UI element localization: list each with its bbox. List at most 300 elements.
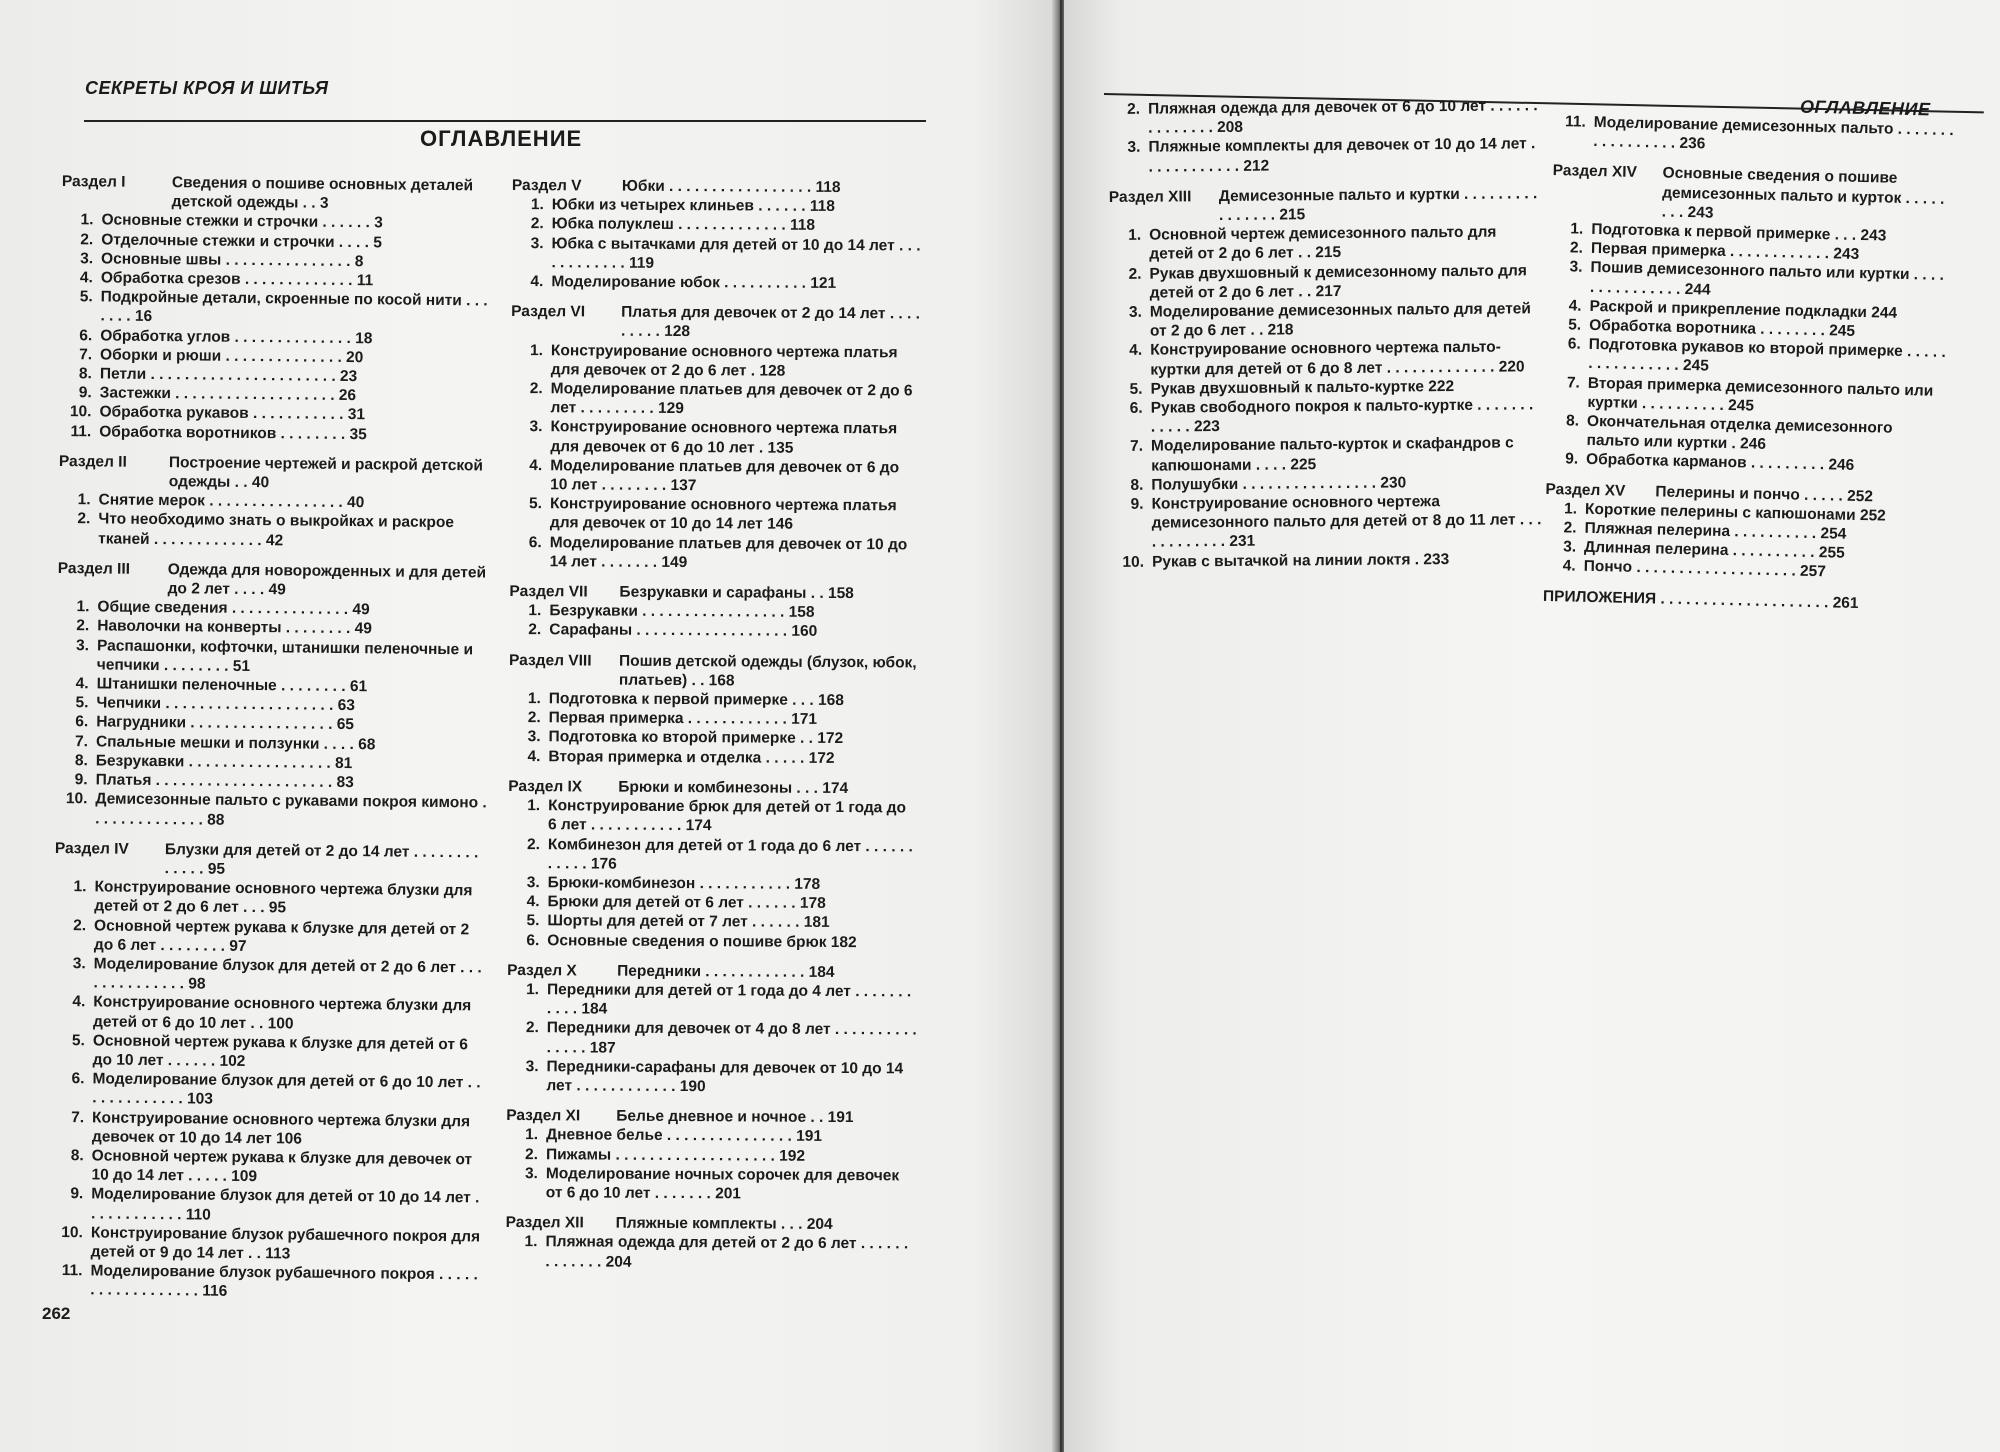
toc-entry <box>508 892 918 914</box>
section-head-body <box>619 583 919 604</box>
entry-title: Штанишки пеленочные . . . . . . . . 61 <box>96 675 368 696</box>
toc-entry <box>53 1031 485 1074</box>
entry-number: 3. <box>529 418 543 436</box>
entry-title: Пляжная одежда для девочек от 6 до 10 лет . . . . . . . . . . . . . . 208 <box>1148 97 1538 137</box>
entry-title: Пляжные комплекты для девочек от 10 до 14 лет . . . . . . . . . . . . 212 <box>1148 135 1536 176</box>
entry-title: Вторая примерка демисезонного пальто или куртки . . . . . . . . . . 245 <box>1587 374 1934 415</box>
toc-section-wrap <box>510 302 922 573</box>
entry-number: 4. <box>530 273 544 291</box>
toc-entry <box>506 1145 916 1167</box>
entry-title: Что необходимо знать о выкройках и раскрое тканей . . . . . . . . . . . . . 42 <box>98 510 455 549</box>
toc-entry <box>507 931 917 953</box>
toc-entry <box>506 1164 916 1205</box>
section-label: Раздел XI <box>506 1107 581 1125</box>
entry-title: Снятие мерок . . . . . . . . . . . . . . . . 40 <box>98 491 365 512</box>
entry-title: Безрукавки . . . . . . . . . . . . . . . . . 158 <box>549 602 815 622</box>
entry-title: Моделирование юбок . . . . . . . . . . 121 <box>551 273 837 292</box>
section-label: Раздел XIV <box>1552 162 1638 182</box>
toc-section-wrap <box>58 452 491 553</box>
entry-number: 4. <box>1568 297 1582 315</box>
toc-entry <box>57 636 489 679</box>
entry-number: 9. <box>1564 450 1579 469</box>
entry-number: 4. <box>79 269 93 287</box>
section-label: Раздел VII <box>509 583 588 601</box>
entry-title: Основной чертеж демисезонного пальто для детей от 2 до 6 лет . . 215 <box>1149 223 1497 264</box>
section-title: Юбки . . . . . . . . . . . . . . . . . 118 <box>621 177 841 197</box>
section-label: Раздел XIII <box>1108 188 1192 206</box>
entry-title: Юбки из четырех клиньев . . . . . . 118 <box>551 196 835 216</box>
entry-number: 4. <box>1129 342 1143 360</box>
section-title: Безрукавки и сарафаны . . 158 <box>619 583 854 603</box>
entry-number: 2. <box>525 1145 539 1163</box>
entry-number: 6. <box>71 1070 85 1088</box>
entry-number: 2. <box>73 916 87 934</box>
toc-entry <box>507 911 917 933</box>
entry-number: 6. <box>528 533 542 551</box>
toc-entry <box>1111 491 1541 552</box>
section-head-body <box>1219 184 1539 225</box>
section-label: Раздел I <box>61 172 126 191</box>
section-body <box>1108 96 1539 177</box>
entry-number: 3. <box>76 636 90 654</box>
entry-number: 2. <box>526 835 540 853</box>
entry-number: 6. <box>1567 335 1581 353</box>
entry-title: Брюки для детей от 6 лет . . . . . . 178 <box>547 893 826 913</box>
entry-number: 8. <box>70 1147 84 1165</box>
entry-title: Моделирование демисезонных пальто . . . . . . . . . . . . . . . . . 236 <box>1593 113 1954 153</box>
toc-entry <box>51 1223 483 1266</box>
toc-entry <box>59 422 491 446</box>
entry-title: Конструирование основного чертежа демисезонного пальто для детей от 8 до 11 лет . . . . . . . . . . . . 231 <box>1151 493 1542 552</box>
toc-entry <box>1111 434 1541 476</box>
entry-title: Конструирование брюк для детей от 1 года до 6 лет . . . . . . . . . . . 174 <box>547 797 906 835</box>
entry-title: Обработка карманов . . . . . . . . . 246 <box>1585 451 1855 475</box>
entry-number: 4. <box>1562 557 1576 576</box>
toc-section-head <box>62 172 494 215</box>
toc-entry <box>509 601 919 623</box>
section-label: Раздел XV <box>1545 480 1626 500</box>
entry-title: Конструирование основного чертежа платья для девочек от 10 до 14 лет 146 <box>549 495 897 534</box>
toc-entry <box>1110 299 1540 341</box>
toc-entry <box>60 287 492 330</box>
page-number: 262 <box>42 1304 71 1323</box>
entry-number: 10. <box>69 403 92 421</box>
entry-title: Демисезонные пальто с рукавами покроя кимоно . . . . . . . . . . . . . . 88 <box>95 790 487 829</box>
toc-entry <box>50 1261 482 1304</box>
entry-number: 2. <box>77 510 91 528</box>
entry-number: 3. <box>80 250 94 268</box>
section-title: Одежда для новорожденных и для детей до 2 лет . . . . 49 <box>167 560 487 599</box>
entry-title: Основные швы . . . . . . . . . . . . . . . 8 <box>101 250 364 270</box>
entry-number: 1. <box>73 878 87 896</box>
entry-title: Конструирование основного чертежа блузки для девочек от 10 до 14 лет 106 <box>91 1108 471 1148</box>
entry-title: Конструирование основного чертежа платья для девочек от 2 до 6 лет . 128 <box>550 341 898 380</box>
entry-number: 3. <box>1127 139 1141 157</box>
toc-entry <box>54 915 486 958</box>
entry-number: 2. <box>525 1019 539 1037</box>
entry-number: 1. <box>76 598 90 616</box>
entry-number: 1. <box>525 1126 539 1144</box>
entry-title: Моделирование платьев для девочек от 10 до 14 лет . . . . . . . 149 <box>549 533 908 571</box>
entry-title: Моделирование демисезонных пальто для детей от 2 до 6 лет . . 218 <box>1149 300 1531 340</box>
section-head-body <box>168 560 490 602</box>
toc-section-head <box>1109 184 1539 226</box>
section-title: Пляжные комплекты . . . 204 <box>615 1214 833 1234</box>
entry-title: Конструирование основного чертежа пальто-куртки для детей от 6 до 8 лет . . . . . . . . . . . . . 220 <box>1150 339 1525 379</box>
toc-entry <box>509 708 919 730</box>
entry-number: 3. <box>524 1164 538 1182</box>
toc-entry <box>58 509 490 552</box>
toc-section-wrap <box>50 839 487 1304</box>
entry-number: 1. <box>526 981 540 999</box>
entry-title: Нагрудники . . . . . . . . . . . . . . . . . 65 <box>96 713 355 734</box>
entry-number: 1. <box>528 602 542 620</box>
toc-section-head <box>1552 161 1953 228</box>
section-title: Демисезонные пальто и куртки . . . . . . . . . . . . . . . . 215 <box>1218 185 1538 225</box>
entry-number: 4. <box>72 993 86 1011</box>
entry-number: 1. <box>529 341 543 359</box>
toc-section-head <box>509 651 919 692</box>
entry-number: 5. <box>1568 316 1582 334</box>
entry-number: 1. <box>80 211 94 229</box>
entry-title: Рукав двухшовный к демисезонному пальто для детей от 2 до 6 лет . . 217 <box>1149 261 1527 302</box>
entry-number: 1. <box>1563 500 1578 518</box>
toc-section-wrap <box>506 1106 917 1205</box>
entry-number: 4. <box>75 675 89 693</box>
toc-section-wrap <box>511 176 922 294</box>
entry-title: Передники-сарафаны для девочек от 10 до 14 лет . . . . . . . . . . . . 190 <box>546 1057 904 1096</box>
entry-number: 5. <box>75 694 89 712</box>
entry-number: 7. <box>79 346 93 364</box>
entry-title: Платья . . . . . . . . . . . . . . . . . . . . . 83 <box>95 771 354 792</box>
entry-title: Пончо . . . . . . . . . . . . . . . . . . . 257 <box>1583 558 1827 581</box>
entry-title: Основной чертеж рукава к блузке для девочек от 10 до 14 лет . . . . . 109 <box>91 1147 473 1186</box>
toc-entry <box>1112 549 1542 572</box>
toc-section-wrap <box>1546 161 1953 477</box>
toc-section-wrap <box>505 1213 915 1273</box>
section-body <box>1553 112 1954 159</box>
toc-entry <box>510 417 920 458</box>
entry-title: Конструирование блузок рубашечного покроя для детей от 9 до 14 лет . . 113 <box>90 1224 481 1263</box>
toc-entry <box>51 1184 483 1227</box>
entry-number: 2. <box>527 709 541 727</box>
toc-entry <box>51 1146 483 1189</box>
entry-number: 7. <box>75 732 89 750</box>
toc-entry <box>508 873 918 895</box>
entry-title: Общие сведения . . . . . . . . . . . . . . 49 <box>97 598 370 619</box>
toc-section-head <box>508 777 918 799</box>
entry-number: 6. <box>75 713 89 731</box>
entry-number: 10. <box>65 790 88 808</box>
entry-number: 7. <box>71 1108 85 1126</box>
section-body <box>1543 587 1943 615</box>
entry-title: Моделирование ночных сорочек для девочек от 6 до 10 лет . . . . . . . 201 <box>545 1164 900 1203</box>
entry-number: 4. <box>526 893 540 911</box>
toc-section-head <box>509 582 919 604</box>
section-title: Белье дневное и ночное . . 191 <box>616 1107 854 1127</box>
section-label: Раздел XII <box>505 1214 584 1232</box>
entry-title: Пляжная пелерина . . . . . . . . . . 254 <box>1584 519 1847 543</box>
entry-title: Длинная пелерина . . . . . . . . . . 255 <box>1583 539 1845 562</box>
section-head-body <box>618 778 918 799</box>
entry-number: 2. <box>529 380 543 398</box>
entry-title: Раскрой и прикрепление подкладки 244 <box>1589 297 1898 322</box>
entry-number: 8. <box>74 752 88 770</box>
entry-title: Обработка углов . . . . . . . . . . . . . . 18 <box>100 327 373 347</box>
toc-column-right <box>1543 112 1954 615</box>
running-head: ОГЛАВЛЕНИЕ <box>1799 96 1931 120</box>
section-head-body <box>622 177 922 198</box>
toc-section-wrap <box>55 559 490 832</box>
entry-number: 3. <box>525 1057 539 1075</box>
entry-number: 2. <box>1127 100 1141 118</box>
entry-title: Дневное белье . . . . . . . . . . . . . . . 191 <box>546 1126 823 1146</box>
entry-number: 9. <box>1130 495 1144 513</box>
entry-title: Передники для детей от 1 года до 4 лет . . . . . . . . . . . 184 <box>546 981 912 1018</box>
toc-section <box>1543 587 1943 615</box>
entry-number: 8. <box>78 365 92 383</box>
entry-number: 3. <box>527 728 541 746</box>
entry-title: Юбка полуклеш . . . . . . . . . . . . . 118 <box>551 215 816 235</box>
header-rule <box>84 120 926 122</box>
toc-entry <box>53 992 485 1035</box>
entry-title: Рукав свободного покроя к пальто-куртке . . . . . . . . . . . . 223 <box>1150 396 1534 436</box>
toc-entry <box>512 214 922 236</box>
entry-title: Юбка с вытачками для детей от 10 до 14 лет . . . . . . . . . . . . 119 <box>551 234 921 272</box>
section-head-body <box>172 173 494 215</box>
toc-entry <box>1109 261 1539 303</box>
toc-entry <box>53 954 485 997</box>
entry-number: 2. <box>1569 239 1584 257</box>
section-head-body <box>616 1107 916 1128</box>
entry-number: 10. <box>61 1223 83 1242</box>
entry-number: 11. <box>61 1262 83 1280</box>
toc-entry <box>506 1125 916 1147</box>
entry-number: 1. <box>530 196 544 214</box>
entry-number: 2. <box>80 230 94 248</box>
entry-title: Основные сведения о пошиве брюк 182 <box>547 931 857 951</box>
entry-title: Оборки и рюши . . . . . . . . . . . . . . 20 <box>99 346 364 366</box>
section-head-body <box>616 1214 916 1235</box>
entry-number: 5. <box>529 495 543 513</box>
entry-number: 11. <box>1564 113 1586 131</box>
toc-entry <box>507 980 917 1021</box>
entry-title: Короткие пелерины с капюшонами 252 <box>1584 500 1886 525</box>
entry-number: 2. <box>1563 519 1577 537</box>
entry-title: Моделирование блузок для детей от 2 до 6 лет . . . . . . . . . . . . . . 98 <box>93 955 482 993</box>
entry-title: Обработка срезов . . . . . . . . . . . . . 11 <box>100 269 374 290</box>
entry-title: Моделирование пальто-курток и скафандров с капюшонами . . . . 225 <box>1150 434 1514 475</box>
entry-title: Пошив демисезонного пальто или куртки . . . . . . . . . . . . . . . 244 <box>1589 259 1945 299</box>
toc-column-left <box>50 172 494 1304</box>
section-head-body <box>169 453 491 495</box>
toc-entry <box>511 272 921 294</box>
toc-entry <box>507 1018 917 1059</box>
section-title: ПРИЛОЖЕНИЯ . . . . . . . . . . . . . . . . . . . . 261 <box>1542 587 1859 612</box>
entry-title: Пляжная одежда для детей от 2 до 6 лет . . . . . . . . . . . . . 204 <box>545 1233 909 1271</box>
toc-entry <box>512 195 922 217</box>
section-head-body <box>617 961 917 982</box>
entry-number: 11. <box>70 422 92 440</box>
entry-title: Конструирование основного чертежа блузки для детей от 2 до 6 лет . . . 95 <box>94 878 473 917</box>
entry-title: Распашонки, кофточки, штанишки пеленочные и чепчики . . . . . . . . 51 <box>96 637 474 675</box>
entry-title: Вторая примерка и отделка . . . . . 172 <box>548 747 835 767</box>
toc-entry <box>505 1232 915 1273</box>
entry-title: Моделирование платьев для девочек от 2 до 6 лет . . . . . . . . . 129 <box>550 380 913 418</box>
entry-number: 4. <box>529 456 543 475</box>
entry-number: 3. <box>1569 258 1583 277</box>
section-label: Раздел VI <box>511 303 586 321</box>
entry-number: 3. <box>1563 538 1577 556</box>
toc-section-head <box>507 961 917 983</box>
toc-entry <box>510 494 920 535</box>
entry-number: 3. <box>530 234 544 252</box>
toc-entry <box>506 1057 916 1098</box>
section-title: Пелерины и пончо . . . . . 252 <box>1655 483 1874 505</box>
toc-column-right <box>505 176 922 1273</box>
entry-title: Сарафаны . . . . . . . . . . . . . . . . . . 160 <box>549 621 818 641</box>
section-label: Раздел V <box>511 176 582 195</box>
entry-number: 5. <box>526 912 540 930</box>
toc-entry <box>52 1069 484 1112</box>
entry-number: 4. <box>527 747 541 765</box>
toc-section-head <box>511 302 921 343</box>
toc-column-left <box>1108 96 1542 572</box>
entry-title: Моделирование платьев для девочек от 6 до 10 лет . . . . . . . . 137 <box>550 457 900 495</box>
section-head-body <box>1662 164 1953 228</box>
section-label: Раздел III <box>57 559 131 578</box>
entry-title: Подкройные детали, скроенные по косой нити . . . . . . . 16 <box>100 288 488 326</box>
entry-title: Шорты для детей от 7 лет . . . . . . 181 <box>547 912 830 932</box>
toc-entry <box>1108 135 1538 177</box>
entry-number: 8. <box>1565 412 1580 430</box>
toc-section-wrap <box>506 961 917 1098</box>
section-title: Построение чертежей и раскрой детской одежды . . 40 <box>168 453 484 492</box>
entry-title: Подготовка рукавов ко второй примерке . . . . . . . . . . . . . . . . 245 <box>1588 336 1947 376</box>
section-title: Пошив детской одежды (блузок, юбок, платьев) . . 168 <box>618 652 917 690</box>
entry-title: Подготовка к первой примерке . . . 168 <box>548 690 844 710</box>
toc-section-wrap <box>59 172 494 445</box>
entry-number: 2. <box>530 215 544 233</box>
entry-title: Безрукавки . . . . . . . . . . . . . . . . . 81 <box>95 752 353 772</box>
entry-number: 2. <box>528 621 542 639</box>
entry-number: 1. <box>1570 220 1584 238</box>
entry-title: Обработка рукавов . . . . . . . . . . . 31 <box>99 403 366 424</box>
entry-number: 6. <box>79 326 93 344</box>
section-label: Раздел X <box>507 961 577 980</box>
toc-entry <box>509 689 919 711</box>
entry-title: Спальные мешки и ползунки . . . . 68 <box>95 733 376 754</box>
toc-entry <box>508 834 918 875</box>
entry-title: Комбинезон для детей от 1 года до 6 лет . . . . . . . . . . . 176 <box>547 835 913 873</box>
entry-title: Подготовка ко второй примерке . . 172 <box>548 728 844 748</box>
toc-entry <box>510 533 920 574</box>
toc-section-wrap <box>509 582 919 642</box>
toc-section-head <box>55 839 487 882</box>
entry-number: 7. <box>1566 374 1581 392</box>
toc-entry <box>52 1107 484 1150</box>
page-title: ОГЛАВЛЕНИЕ <box>420 126 583 151</box>
entry-number: 9. <box>74 771 88 789</box>
entry-title: Чепчики . . . . . . . . . . . . . . . . . . . . 63 <box>96 694 356 715</box>
section-title: Блузки для детей от 2 до 14 лет . . . . . . . . . . . . . 95 <box>164 840 479 878</box>
entry-title: Обработка воротника . . . . . . . . 245 <box>1588 316 1856 340</box>
entry-title: Конструирование основного чертежа платья для девочек от 6 до 10 лет . 135 <box>550 418 898 457</box>
entry-title: Брюки-комбинезон . . . . . . . . . . . 178 <box>547 874 821 893</box>
entry-number: 1. <box>1128 226 1142 245</box>
entry-title: Полушубки . . . . . . . . . . . . . . . . 230 <box>1151 474 1407 494</box>
running-head: СЕКРЕТЫ КРОЯ И ШИТЬЯ <box>85 78 329 98</box>
toc-entry <box>510 456 920 497</box>
toc-entry <box>509 620 919 642</box>
section-label: Раздел II <box>58 452 127 471</box>
entry-number: 3. <box>72 955 86 973</box>
toc-section-head <box>512 176 922 198</box>
entry-number: 2. <box>1128 265 1142 283</box>
entry-number: 5. <box>79 288 93 306</box>
entry-title: Наволочки на конверты . . . . . . . . 49 <box>97 617 373 638</box>
entry-number: 1. <box>77 491 91 509</box>
entry-number: 1. <box>527 797 541 815</box>
toc-entry <box>1111 395 1541 437</box>
entry-number: 10. <box>1122 553 1145 571</box>
entry-number: 7. <box>1130 438 1144 456</box>
entry-number: 3. <box>1128 303 1142 321</box>
toc-entry <box>509 727 919 749</box>
section-title: Брюки и комбинезоны . . . 174 <box>618 778 849 797</box>
section-head-body <box>621 303 921 343</box>
section-label: Раздел IV <box>54 839 129 858</box>
entry-number: 1. <box>527 690 541 708</box>
entry-title: Рукав двухшовный к пальто-куртке 222 <box>1150 377 1455 398</box>
entry-number: 2. <box>76 617 90 635</box>
toc-section-wrap <box>1109 184 1542 572</box>
entry-number: 8. <box>1130 476 1144 494</box>
toc-entry <box>511 341 921 382</box>
toc-entry <box>55 789 487 832</box>
toc-entry <box>511 234 921 275</box>
entry-title: Обработка воротников . . . . . . . . 35 <box>99 423 367 443</box>
toc-section-head <box>59 452 491 495</box>
entry-title: Моделирование блузок для детей от 10 до 14 лет . . . . . . . . . . . . 110 <box>91 1185 480 1224</box>
toc-section-wrap <box>1543 480 1945 585</box>
section-label: Раздел VIII <box>508 651 592 670</box>
entry-title: Моделирование блузок рубашечного покроя . . . . . . . . . . . . . . . . . . 116 <box>90 1262 478 1301</box>
section-title: Платья для девочек от 2 до 14 лет . . . . . . . . . 128 <box>620 303 921 341</box>
entry-title: Петли . . . . . . . . . . . . . . . . . . . . . . 23 <box>99 365 358 386</box>
entry-number: 6. <box>526 931 540 949</box>
entry-number: 9. <box>70 1185 84 1203</box>
entry-title: Основной чертеж рукава к блузке для детей от 2 до 6 лет . . . . . . . . 97 <box>93 916 470 955</box>
toc-entry <box>54 877 486 920</box>
section-title: Основные сведения о пошиве демисезонных пальто и курток . . . . . . . . 243 <box>1661 164 1945 222</box>
entry-title: Рукав с вытачкой на линии локтя . 233 <box>1151 550 1450 571</box>
entry-number: 3. <box>526 874 540 892</box>
toc-entry <box>508 796 918 837</box>
toc-section-head <box>506 1106 916 1128</box>
entry-number: 6. <box>1129 399 1143 417</box>
toc-section-wrap <box>507 777 918 952</box>
entry-number: 5. <box>1129 380 1143 398</box>
entry-title: Основные стежки и строчки . . . . . . 3 <box>101 211 383 232</box>
entry-title: Застежки . . . . . . . . . . . . . . . . . . . 26 <box>99 384 357 405</box>
toc-entry <box>1110 338 1540 380</box>
entry-title: Передники для девочек от 4 до 8 лет . . . . . . . . . . . . . . . 187 <box>546 1019 917 1057</box>
section-title: Передники . . . . . . . . . . . . 184 <box>617 962 835 981</box>
section-title: Сведения о пошиве основных деталей детской одежды . . 3 <box>171 174 474 212</box>
section-label: Раздел IX <box>508 777 583 796</box>
entry-title: Отделочные стежки и строчки . . . . 5 <box>101 231 382 251</box>
